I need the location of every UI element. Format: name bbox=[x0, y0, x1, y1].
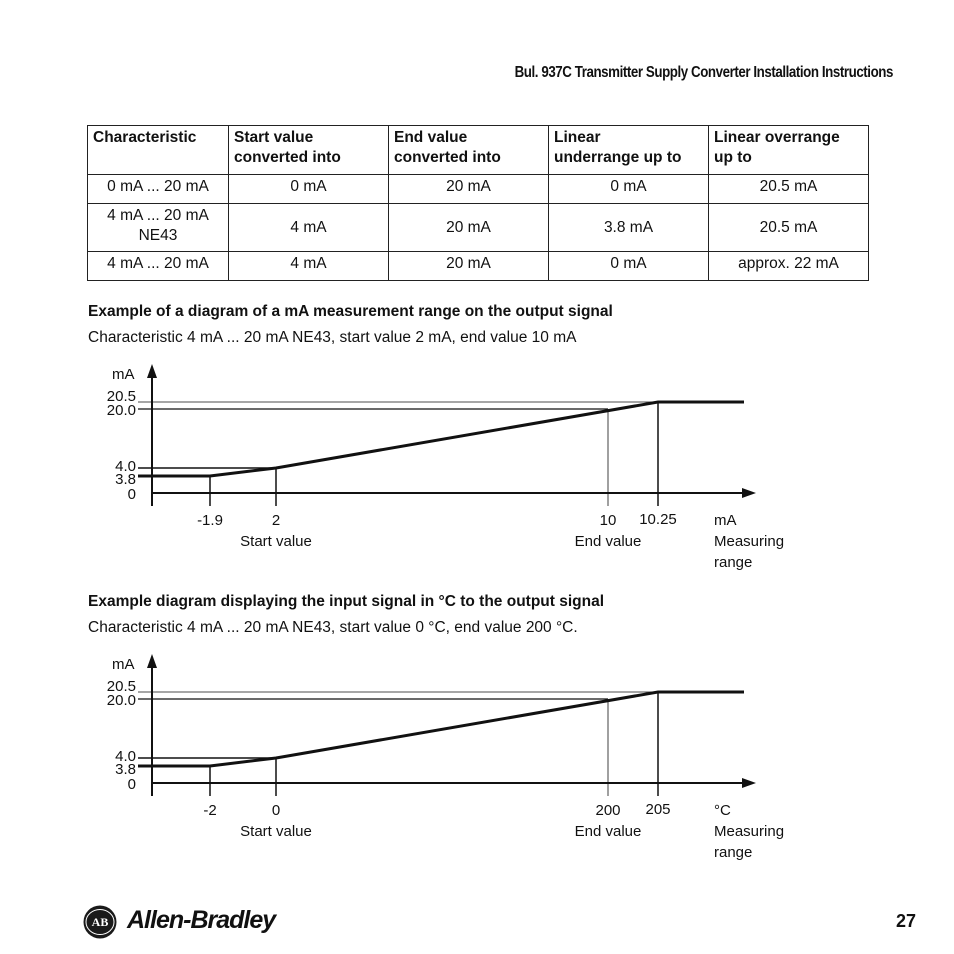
table-cell: 0 mA bbox=[549, 252, 709, 281]
x-tick-label: -2 bbox=[203, 802, 217, 819]
y-tick-label: 3.8 bbox=[115, 471, 136, 488]
section1-title: Example of a diagram of a mA measurement range on the output signal bbox=[88, 303, 613, 320]
characteristics-table bbox=[87, 125, 869, 281]
header-characteristic bbox=[88, 126, 229, 175]
header-linear-underrange bbox=[549, 126, 709, 175]
y-tick-label: 4.0 bbox=[115, 748, 136, 765]
section1-subtitle: Characteristic 4 mA ... 20 mA NE43, start value 2 mA, end value 10 mA bbox=[88, 329, 577, 346]
x-tick-label: -1.9 bbox=[197, 512, 223, 529]
x-unit-label: °C bbox=[714, 802, 731, 819]
table-cell: 4 mA bbox=[229, 204, 389, 252]
table-cell: 4 mA bbox=[229, 252, 389, 281]
output-signal-line bbox=[138, 402, 744, 476]
start-value-label: Start value bbox=[240, 823, 312, 840]
cell-text: NE43 bbox=[138, 227, 178, 244]
allen-bradley-logo-icon bbox=[83, 905, 117, 939]
table-cell: 20 mA bbox=[389, 175, 549, 204]
measuring-range-label: range bbox=[714, 554, 753, 571]
header-linear-overrange bbox=[709, 126, 869, 175]
x-unit-label: mA bbox=[714, 512, 737, 529]
y-unit-label: mA bbox=[112, 656, 135, 673]
table-cell: 0 mA bbox=[229, 175, 389, 204]
table-cell bbox=[88, 204, 229, 252]
y-tick-label: 20.5 bbox=[106, 678, 136, 695]
y-unit-label: mA bbox=[112, 366, 135, 383]
table-cell: 4 mA ... 20 mA bbox=[88, 252, 229, 281]
y-tick-label: 0 bbox=[127, 776, 136, 793]
output-signal-line bbox=[138, 692, 744, 766]
header-text: End value bbox=[394, 129, 468, 146]
y-tick-label: 0 bbox=[127, 486, 136, 503]
table-row bbox=[88, 175, 869, 204]
x-tick-label: 0 bbox=[271, 802, 281, 819]
x-axis-arrow bbox=[742, 778, 756, 788]
x-axis-arrow bbox=[742, 488, 756, 498]
start-value-label: Start value bbox=[240, 533, 312, 550]
header-text: Linear overrange bbox=[714, 129, 840, 146]
section2-title: Example diagram displaying the input signal in °C to the output signal bbox=[88, 593, 605, 610]
table-cell: 0 mA bbox=[549, 175, 709, 204]
table-cell: 20.5 mA bbox=[709, 175, 869, 204]
measuring-range-label: Measuring bbox=[714, 533, 785, 550]
table-cell: 20.5 mA bbox=[709, 204, 869, 252]
x-tick-label: 10.25 bbox=[639, 511, 677, 528]
y-tick-label: 20.0 bbox=[106, 692, 136, 709]
header-text: Start value bbox=[234, 129, 314, 146]
table-row bbox=[88, 252, 869, 281]
end-value-label: End value bbox=[574, 823, 642, 840]
table-cell: 0 mA ... 20 mA bbox=[88, 175, 229, 204]
header-start-value bbox=[229, 126, 389, 175]
header-text: Characteristic bbox=[93, 129, 197, 146]
table-cell: 20 mA bbox=[389, 252, 549, 281]
x-tick-label: 2 bbox=[271, 512, 281, 529]
x-tick-label: 200 bbox=[595, 802, 621, 819]
page-number: 27 bbox=[895, 911, 916, 931]
y-tick-label: 20.5 bbox=[106, 388, 136, 405]
ma-range-diagram bbox=[0, 360, 954, 580]
header-text: underrange up to bbox=[554, 149, 682, 166]
header-text: up to bbox=[714, 149, 752, 166]
header-text: converted into bbox=[234, 149, 341, 166]
y-tick-label: 20.0 bbox=[106, 402, 136, 419]
measuring-range-label: Measuring bbox=[714, 823, 785, 840]
x-tick-label: 10 bbox=[599, 512, 617, 529]
measuring-range-label: range bbox=[714, 844, 753, 861]
table-header-row bbox=[88, 126, 869, 175]
celsius-input-diagram bbox=[0, 650, 954, 870]
header-end-value bbox=[389, 126, 549, 175]
y-tick-label: 4.0 bbox=[115, 458, 136, 475]
y-axis-arrow bbox=[147, 364, 157, 378]
cell-text: 4 mA ... 20 mA bbox=[107, 207, 209, 224]
logo-text: AB bbox=[91, 915, 109, 929]
header-text: Linear bbox=[554, 129, 601, 146]
x-tick-label: 205 bbox=[645, 801, 671, 818]
document-header-title: Bul. 937C Transmitter Supply Converter Installation Instructions bbox=[514, 64, 893, 81]
header-text: converted into bbox=[394, 149, 501, 166]
y-tick-label: 3.8 bbox=[115, 761, 136, 778]
table-cell: 3.8 mA bbox=[549, 204, 709, 252]
section2-subtitle: Characteristic 4 mA ... 20 mA NE43, start value 0 °C, end value 200 °C. bbox=[88, 619, 578, 636]
table-row bbox=[88, 204, 869, 252]
table-cell: 20 mA bbox=[389, 204, 549, 252]
brand-name: Allen-Bradley bbox=[127, 906, 276, 934]
y-axis-arrow bbox=[147, 654, 157, 668]
table-cell: approx. 22 mA bbox=[709, 252, 869, 281]
end-value-label: End value bbox=[574, 533, 642, 550]
